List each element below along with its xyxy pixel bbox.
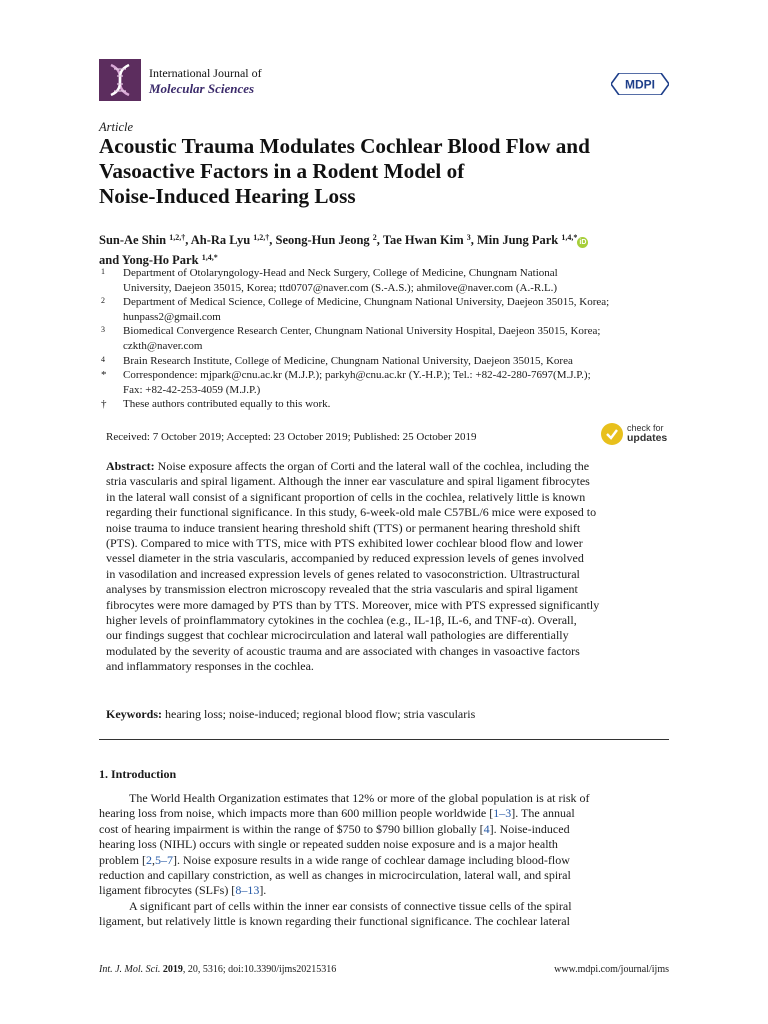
affiliation-item: 2 Department of Medical Science, College of Medicine, Chungnam National University, Daejeon 35015, Korea; hunpass2@gmail.com xyxy=(101,296,610,323)
author-name: Tae Hwan Kim xyxy=(382,233,464,247)
title-line: Vasoactive Factors in a Rodent Model of xyxy=(99,159,465,183)
abstract-label: Abstract: xyxy=(106,459,155,473)
affiliation-item: 3 Biomedical Convergence Research Center, Chungnam National University Hospital, Daejeon 35015, Korea; czkth@naver.com xyxy=(101,325,601,352)
author-affil-mark: 1,4,* xyxy=(201,253,218,262)
body-line: cost of hearing impairment is within the range of $750 to $790 billion globally [4]. Noise-induced xyxy=(99,821,570,836)
correspondence: * Correspondence: mjpark@cnu.ac.kr (M.J.P.); parkyh@cnu.ac.kr (Y.-H.P.); Tel.: +82-42-280-7697(M.J.P.); Fax: +82-42-253-4059 (M.J.P.) xyxy=(101,369,591,396)
author-name: Min Jung Park xyxy=(477,233,559,247)
author-name: Seong-Hun Jeong xyxy=(275,233,370,247)
author-affil-mark: 2 xyxy=(372,233,377,242)
author-affil-mark: 1,2,† xyxy=(169,233,186,242)
citation-link[interactable]: 2 xyxy=(146,852,152,867)
affiliation-mark: * xyxy=(101,369,107,382)
title-line: Acoustic Trauma Modulates Cochlear Blood Flow and xyxy=(99,134,590,158)
keywords: Keywords: hearing loss; noise-induced; regional blood flow; stria vascularis xyxy=(106,707,476,721)
affiliation-mark: 1 xyxy=(101,267,105,276)
check-for-updates-icon[interactable] xyxy=(601,423,623,445)
publication-dates: Received: 7 October 2019; Accepted: 23 October 2019; Published: 25 October 2019 xyxy=(106,431,477,443)
abstract: Abstract: Noise exposure affects the organ of Corti and the lateral wall of the cochlea, including the stria vascularis and spiral ligament. Although the inner ear vasculature and spiral ligament fibrocytes in the lateral wall consist of a significant proportion of cells in the cochlea, relatively little is known regarding their functional significance. In this study, 6-week-old male C57BL/6 mice were exposed to noise trauma to induce transient hearing threshold shift (TTS) or permanent hearing threshold shift (PTS). Compared to mice with TTS, mice with PTS exhibited lower cochlear blood flow and lower vessel diameter in the stria vascularis, accompanied by reduced expression levels of genes involved in vasodilation and increased expression levels of genes related to vasoconstriction. Ultrastructural analyses by transmission electron microscopy revealed that the stria vascularis and spiral ligament fibrocytes were more damaged by PTS than by TTS. Moreover, mice with PTS expressed significantly higher levels of proinflammatory cytokines in the cochlea (e.g., IL-1β, IL-6, and TNF-α). Overall, our findings suggest that cochlear microcirculation and lateral wall pathologies are differentially modulated by the severity of acoustic trauma and are associated with changes in vasoactive factors and inflammatory responses in the cochlea. xyxy=(106,459,600,674)
body-line: The World Health Organization estimates that 12% or more of the global population is at risk of xyxy=(99,791,590,805)
journal-url-link[interactable]: www.mdpi.com/journal/ijms xyxy=(554,964,669,975)
citation-footer: Int. J. Mol. Sci. 2019, 20, 5316; doi:10.3390/ijms20215316 xyxy=(99,964,337,975)
affiliation-mark: 3 xyxy=(101,325,105,335)
mdpi-logo-text: MDPI xyxy=(625,77,655,92)
author-affil-mark: 1,4,* xyxy=(561,233,578,242)
citation-link[interactable]: 4 xyxy=(483,821,490,836)
article-type: Article xyxy=(99,120,134,134)
mdpi-logo xyxy=(611,73,669,95)
journal-name: Molecular Sciences xyxy=(149,81,255,96)
journal-logo xyxy=(99,59,141,101)
affiliation-mark: 2 xyxy=(101,296,105,306)
equal-contribution-note: † These authors contributed equally to this work. xyxy=(101,398,331,411)
affiliation-mark: 4 xyxy=(101,354,105,364)
body-line: hearing loss (NIHL) occurs with single or repeated sudden noise exposure and is a major health xyxy=(99,837,558,852)
author-affil-mark: 1,2,† xyxy=(253,233,270,242)
author-name: and Yong-Ho Park xyxy=(99,253,199,267)
affiliation-item: 1 Department of Otolaryngology-Head and Neck Surgery, College of Medicine, Chungnam National University, Daejeon 35015, Korea; ttd0707@naver.com (S.-A.S.); ahmilove@naver.com (A.-R.L.) xyxy=(101,267,558,294)
body-line: hearing loss from noise, which impacts more than 600 million people worldwide [1–3]. The annual xyxy=(99,806,575,821)
check-for-updates-link[interactable]: check for updates xyxy=(627,423,668,444)
affiliation-mark: † xyxy=(101,398,107,411)
orcid-icon[interactable]: iD xyxy=(579,239,587,246)
author-name: Sun-Ae Shin xyxy=(99,233,167,247)
affiliations xyxy=(101,266,681,412)
body-line: problem [2,5–7]. Noise exposure results in a wide range of cochlear damage including blood-flow xyxy=(99,852,570,867)
affiliation-item: 4 Brain Research Institute, College of Medicine, Chungnam National University, Daejeon 35015, Korea xyxy=(101,354,573,367)
body-line: reduction and capillary constriction, as well as changes in microcirculation, lateral wall, and spiral xyxy=(99,868,571,883)
citation-link[interactable]: 1–3 xyxy=(493,806,512,821)
keywords-label: Keywords: xyxy=(106,707,162,721)
dna-helix-icon xyxy=(99,59,141,101)
journal-name-prefix: International Journal of xyxy=(149,66,262,80)
author-affil-mark: 3 xyxy=(466,233,471,242)
author-list: Sun-Ae Shin $^{1,2,\dagger}$, Ah-Ra Lyu $^{1,2,\dagger}$, Seong-Hun Jeong $^2$, Tae Hwan Kim $^3$, Min Jung Park $^{1,4,*}$iD and Yong-Ho Park $^{1,4,*}$ xyxy=(99,233,587,267)
section-heading: 1. Introduction xyxy=(99,767,177,781)
introduction-body xyxy=(99,791,669,930)
citation-link[interactable]: 8–13 xyxy=(235,883,260,898)
citation-link[interactable]: 5–7 xyxy=(155,852,173,867)
body-line: A significant part of cells within the inner ear consists of connective tissue cells of the spiral xyxy=(99,898,572,913)
title-line: Noise-Induced Hearing Loss xyxy=(99,184,356,208)
section-divider xyxy=(99,739,669,740)
body-line: ligament, but relatively little is known regarding their functional significance. The cochlear lateral xyxy=(99,914,570,929)
body-line: ligament fibrocytes (SLFs) [8–13]. xyxy=(99,883,267,898)
author-name: Ah-Ra Lyu xyxy=(190,233,251,247)
article-title xyxy=(99,134,679,209)
